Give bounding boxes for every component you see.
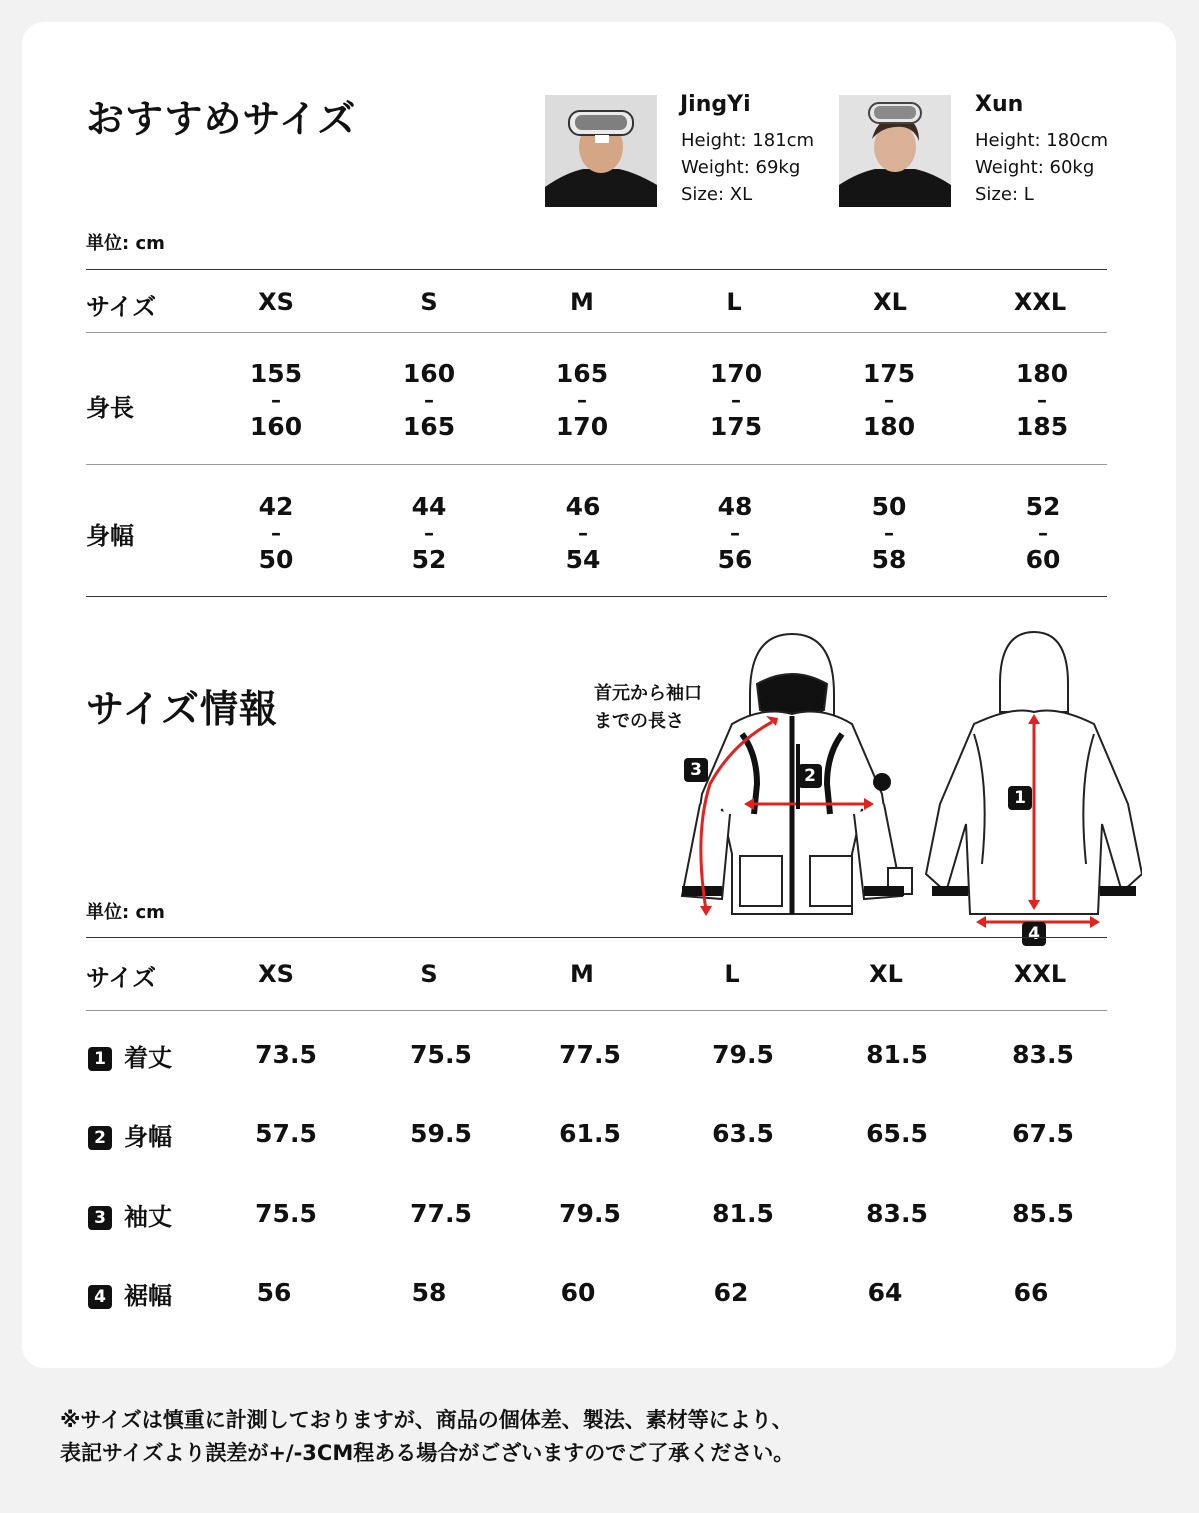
- badge-4-small: 4: [88, 1285, 112, 1309]
- info-unit: 単位: cm: [86, 902, 165, 923]
- recommend-size-header: XS: [258, 288, 294, 316]
- info-size-header: XL: [869, 960, 903, 988]
- length-l: 79.5: [712, 1040, 774, 1069]
- recommend-row-label-width: 身幅: [86, 522, 134, 550]
- recommend-size-header: XL: [873, 288, 907, 316]
- footnote-line-2: 表記サイズより誤差が+/-3CM程ある場合がございますのでご了承ください。: [60, 1441, 795, 1465]
- width-range-xl: 50 – 58: [871, 492, 907, 574]
- recommend-unit: 単位: cm: [86, 233, 165, 254]
- body-width-xs: 57.5: [255, 1119, 317, 1148]
- height-range-xl: 175 – 180: [862, 359, 916, 441]
- width-range-l: 48 – 56: [717, 492, 753, 574]
- badge-3-small: 3: [88, 1206, 112, 1230]
- length-xxl: 83.5: [1012, 1040, 1074, 1069]
- sleeve-xs: 75.5: [255, 1199, 317, 1228]
- hem-xl: 64: [867, 1278, 903, 1307]
- info-row-label-hem: 4 裾幅: [88, 1276, 172, 1311]
- length-xs: 73.5: [255, 1040, 317, 1069]
- body-width-m: 61.5: [559, 1119, 621, 1148]
- body-width-xxl: 67.5: [1012, 1119, 1074, 1148]
- sleeve-l: 81.5: [712, 1199, 774, 1228]
- recommend-size-header: L: [726, 288, 742, 316]
- sleeve-xl: 83.5: [866, 1199, 928, 1228]
- model-weight-jingyi: Weight: 69kg: [681, 157, 801, 178]
- sleeve-length-caption: 首元から袖口 までの長さ: [594, 683, 702, 732]
- divider: [86, 1010, 1107, 1011]
- badge-1-small: 1: [88, 1047, 112, 1071]
- recommend-size-header: S: [420, 288, 438, 316]
- model-size-jingyi: Size: XL: [681, 184, 753, 205]
- model-photo-jingyi: [545, 95, 657, 207]
- info-size-header: XXL: [1013, 960, 1067, 988]
- sleeve-xxl: 85.5: [1012, 1199, 1074, 1228]
- recommend-size-header: XXL: [1013, 288, 1067, 316]
- info-title: サイズ情報: [86, 687, 278, 731]
- info-size-header: XS: [258, 960, 294, 988]
- footnote: [60, 1404, 794, 1470]
- body-width-s: 59.5: [410, 1119, 472, 1148]
- badge-4: 4: [1022, 922, 1046, 946]
- info-size-header: L: [724, 960, 740, 988]
- width-range-xs: 42 – 50: [258, 492, 294, 574]
- height-range-l: 170 – 175: [709, 359, 763, 441]
- info-header-label: サイズ: [86, 964, 157, 992]
- badge-2-small: 2: [88, 1126, 112, 1150]
- info-row-label-body-width: 2 身幅: [88, 1117, 172, 1152]
- width-range-s: 44 – 52: [411, 492, 447, 574]
- height-range-xxl: 180 – 185: [1015, 359, 1069, 441]
- height-range-xs: 155 – 160: [249, 359, 303, 441]
- width-range-m: 46 – 54: [565, 492, 601, 574]
- footnote-line-1: ※サイズは慎重に計測しておりますが、商品の個体差、製法、素材等により、: [60, 1408, 793, 1432]
- divider: [86, 937, 1107, 938]
- info-row-label-sleeve: 3 袖丈: [88, 1197, 172, 1232]
- hem-s: 58: [411, 1278, 447, 1307]
- divider: [86, 269, 1107, 270]
- model-height-xun: Height: 180cm: [975, 130, 1109, 151]
- length-xl: 81.5: [866, 1040, 928, 1069]
- body-width-xl: 65.5: [866, 1119, 928, 1148]
- length-s: 75.5: [410, 1040, 472, 1069]
- badge-3: 3: [684, 758, 708, 782]
- info-size-header: S: [420, 960, 438, 988]
- hem-m: 60: [560, 1278, 596, 1307]
- info-row-label-length: 1 着丈: [88, 1038, 172, 1073]
- divider: [86, 596, 1107, 597]
- sleeve-s: 77.5: [410, 1199, 472, 1228]
- recommend-size-header: M: [570, 288, 594, 316]
- model-name-xun: Xun: [975, 92, 1024, 117]
- height-range-s: 160 – 165: [402, 359, 456, 441]
- badge-1: 1: [1008, 786, 1032, 810]
- size-chart-card: [22, 22, 1176, 1368]
- hem-l: 62: [713, 1278, 749, 1307]
- sleeve-m: 79.5: [559, 1199, 621, 1228]
- recommend-title: おすすめサイズ: [86, 97, 357, 141]
- info-size-header: M: [570, 960, 594, 988]
- recommend-row-label-height: 身長: [86, 394, 134, 422]
- length-m: 77.5: [559, 1040, 621, 1069]
- model-photo-xun: [839, 95, 951, 207]
- body-width-l: 63.5: [712, 1119, 774, 1148]
- model-height-jingyi: Height: 181cm: [681, 130, 815, 151]
- jacket-diagram: [582, 624, 1142, 944]
- model-name-jingyi: JingYi: [680, 92, 751, 117]
- model-weight-xun: Weight: 60kg: [975, 157, 1095, 178]
- model-size-xun: Size: L: [975, 184, 1034, 205]
- badge-2: 2: [798, 764, 822, 788]
- height-range-m: 165 – 170: [555, 359, 609, 441]
- hem-xxl: 66: [1013, 1278, 1049, 1307]
- hem-xs: 56: [256, 1278, 292, 1307]
- width-range-xxl: 52 – 60: [1025, 492, 1061, 574]
- recommend-header-label: サイズ: [86, 293, 157, 321]
- divider: [86, 332, 1107, 333]
- divider: [86, 464, 1107, 465]
